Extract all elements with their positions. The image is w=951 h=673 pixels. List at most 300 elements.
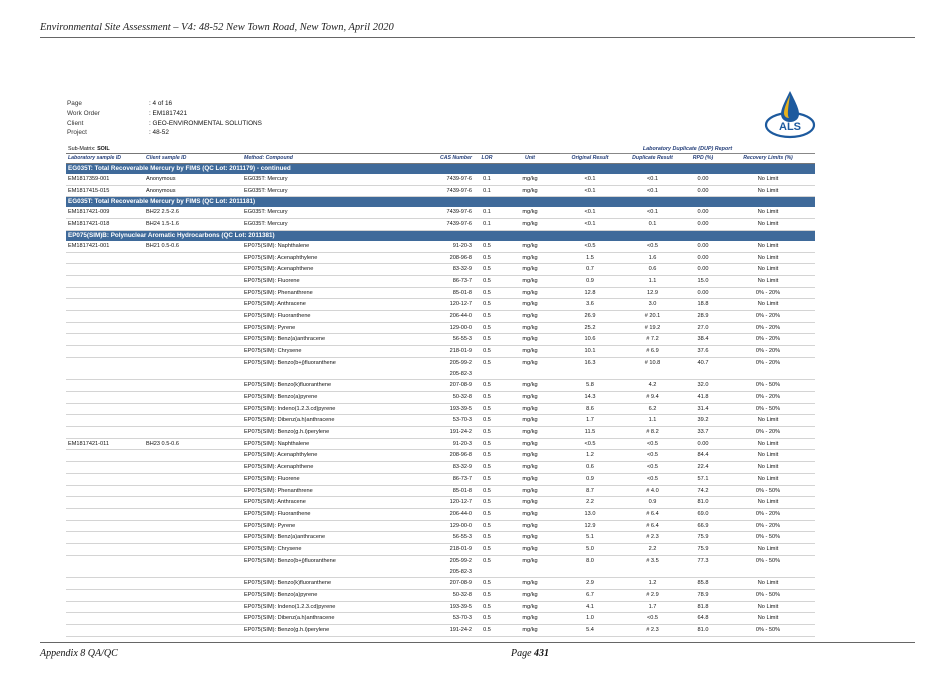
- rpd-cell: 38.4: [685, 334, 721, 346]
- table-row: [66, 578, 815, 590]
- compound-cell: EP075(SIM): Dibenz(a.h)anthracene: [242, 415, 344, 427]
- unit-cell: mg/kg: [500, 589, 560, 601]
- meta-value: : GEO-ENVIRONMENTAL SOLUTIONS: [149, 119, 262, 127]
- table-row: [66, 346, 815, 358]
- column-header: Unit: [500, 154, 560, 164]
- rpd-cell: 0.00: [685, 438, 721, 450]
- compound-cell: EP075(SIM): Acenaphthylene: [242, 252, 344, 264]
- unit-cell: mg/kg: [500, 287, 560, 299]
- lab-sample-id-cell: [66, 450, 144, 462]
- unit-cell: mg/kg: [500, 462, 560, 474]
- section-title: EG035T: Total Recoverable Mercury by FIMS (QC Lot: 2011181): [66, 197, 815, 208]
- cas-number-secondary: 205-82-3: [449, 370, 472, 377]
- lab-sample-id-cell: [66, 462, 144, 474]
- dup-table: [66, 145, 815, 637]
- rpd-cell: 0.00: [685, 207, 721, 218]
- unit-cell: mg/kg: [500, 346, 560, 358]
- original-result-cell: 4.1: [560, 601, 620, 613]
- table-row: [66, 589, 815, 601]
- compound-cell: EP075(SIM): Benzo(b+j)fluoranthene: [242, 555, 344, 577]
- client-sample-id-cell: [144, 544, 242, 556]
- recovery-limit-cell: No Limit: [721, 613, 815, 625]
- client-sample-id-cell: [144, 589, 242, 601]
- rpd-cell: 0.00: [685, 185, 721, 197]
- client-sample-id-cell: [144, 252, 242, 264]
- original-result-cell: 10.6: [560, 334, 620, 346]
- table-row: [66, 555, 815, 577]
- unit-cell: mg/kg: [500, 625, 560, 637]
- client-sample-id-cell: BH22 2.5-2.6: [144, 207, 242, 218]
- table-row: [66, 241, 815, 252]
- lor-cell: 0.5: [474, 415, 500, 427]
- cas-number-cell: 7439-97-6: [344, 185, 474, 197]
- section-header: [66, 230, 815, 241]
- cas-number-cell: 91-20-3: [344, 438, 474, 450]
- lor-cell: 0.5: [474, 485, 500, 497]
- meta-value: : 4 of 16: [149, 100, 173, 107]
- cas-number-cell: 208-96-8: [344, 450, 474, 462]
- lab-sample-id-cell: [66, 391, 144, 403]
- duplicate-result-cell: # 19.2: [620, 322, 685, 334]
- original-result-cell: 0.7: [560, 264, 620, 276]
- cas-number-cell: 91-20-3: [344, 241, 474, 252]
- original-result-cell: <0.1: [560, 219, 620, 231]
- lab-sample-id-cell: [66, 427, 144, 439]
- lab-sample-id-cell: [66, 403, 144, 415]
- lab-sample-id-cell: [66, 625, 144, 637]
- compound-cell: EP075(SIM): Acenaphthene: [242, 462, 344, 474]
- unit-cell: mg/kg: [500, 219, 560, 231]
- cas-number-secondary: 205-82-3: [449, 568, 472, 575]
- rpd-cell: 69.0: [685, 508, 721, 520]
- als-logo: [764, 89, 816, 139]
- recovery-limit-cell: No Limit: [721, 299, 815, 311]
- original-result-cell: 5.8: [560, 380, 620, 392]
- rpd-cell: 28.9: [685, 311, 721, 323]
- lor-cell: 0.1: [474, 174, 500, 185]
- lor-cell: 0.5: [474, 462, 500, 474]
- recovery-limit-cell: No Limit: [721, 415, 815, 427]
- section-title: EG035T: Total Recoverable Mercury by FIMS (QC Lot: 2011179) - continued: [66, 164, 815, 175]
- cas-number-cell: 53-70-3: [344, 613, 474, 625]
- compound-cell: EP075(SIM): Phenanthrene: [242, 287, 344, 299]
- recovery-limit-cell: 0% - 20%: [721, 508, 815, 520]
- rpd-cell: 0.00: [685, 174, 721, 185]
- recovery-limit-cell: 0% - 20%: [721, 334, 815, 346]
- unit-cell: mg/kg: [500, 322, 560, 334]
- lab-sample-id-cell: [66, 508, 144, 520]
- cas-number-cell: 207-08-9: [344, 578, 474, 590]
- client-sample-id-cell: [144, 275, 242, 287]
- compound-cell: EP075(SIM): Dibenz(a.h)anthracene: [242, 613, 344, 625]
- lab-sample-id-cell: [66, 532, 144, 544]
- recovery-limit-cell: No Limit: [721, 174, 815, 185]
- dup-report-title: Laboratory Duplicate (DUP) Report: [560, 145, 815, 154]
- table-row: [66, 497, 815, 509]
- duplicate-result-cell: <0.5: [620, 438, 685, 450]
- unit-cell: mg/kg: [500, 174, 560, 185]
- lor-cell: 0.5: [474, 403, 500, 415]
- compound-cell: EP075(SIM): Fluorene: [242, 275, 344, 287]
- table-row: [66, 473, 815, 485]
- cas-number-cell: 7439-97-6: [344, 219, 474, 231]
- column-header: Laboratory sample ID: [66, 154, 144, 164]
- client-sample-id-cell: Anonymous: [144, 174, 242, 185]
- cas-number-cell: 53-70-3: [344, 415, 474, 427]
- unit-cell: mg/kg: [500, 520, 560, 532]
- recovery-limit-cell: No Limit: [721, 497, 815, 509]
- recovery-limit-cell: 0% - 50%: [721, 555, 815, 577]
- cas-number-cell: [344, 357, 474, 379]
- unit-cell: mg/kg: [500, 601, 560, 613]
- original-result-cell: 13.0: [560, 508, 620, 520]
- duplicate-result-cell: <0.5: [620, 473, 685, 485]
- table-row: [66, 427, 815, 439]
- recovery-limit-cell: 0% - 50%: [721, 532, 815, 544]
- meta-row: [67, 119, 262, 129]
- client-sample-id-cell: [144, 497, 242, 509]
- table-row: [66, 207, 815, 218]
- compound-cell: EP075(SIM): Benzo(g.h.i)perylene: [242, 625, 344, 637]
- lor-cell: 0.5: [474, 427, 500, 439]
- recovery-limit-cell: No Limit: [721, 185, 815, 197]
- compound-cell: EP075(SIM): Anthracene: [242, 299, 344, 311]
- unit-cell: mg/kg: [500, 241, 560, 252]
- rpd-cell: 74.2: [685, 485, 721, 497]
- unit-cell: mg/kg: [500, 532, 560, 544]
- cas-number-cell: 7439-97-6: [344, 174, 474, 185]
- duplicate-result-cell: # 7.2: [620, 334, 685, 346]
- duplicate-result-cell: # 2.9: [620, 589, 685, 601]
- column-header: LOR: [474, 154, 500, 164]
- cas-number-cell: 86-73-7: [344, 275, 474, 287]
- client-sample-id-cell: [144, 264, 242, 276]
- recovery-limit-cell: No Limit: [721, 450, 815, 462]
- client-sample-id-cell: [144, 462, 242, 474]
- cas-number-cell: 129-00-0: [344, 520, 474, 532]
- lor-cell: 0.5: [474, 450, 500, 462]
- original-result-cell: 6.7: [560, 589, 620, 601]
- recovery-limit-cell: 0% - 20%: [721, 427, 815, 439]
- lab-sample-id-cell: [66, 311, 144, 323]
- original-result-cell: <0.1: [560, 207, 620, 218]
- lor-cell: 0.1: [474, 207, 500, 218]
- client-sample-id-cell: [144, 473, 242, 485]
- cas-number-cell: 129-00-0: [344, 322, 474, 334]
- duplicate-result-cell: # 8.2: [620, 427, 685, 439]
- section-header: [66, 164, 815, 175]
- unit-cell: mg/kg: [500, 555, 560, 577]
- lor-cell: 0.5: [474, 391, 500, 403]
- client-sample-id-cell: [144, 508, 242, 520]
- recovery-limit-cell: 0% - 50%: [721, 380, 815, 392]
- unit-cell: mg/kg: [500, 450, 560, 462]
- recovery-limit-cell: 0% - 20%: [721, 311, 815, 323]
- rpd-cell: 0.00: [685, 252, 721, 264]
- client-sample-id-cell: [144, 380, 242, 392]
- duplicate-result-cell: 0.9: [620, 497, 685, 509]
- recovery-limit-cell: No Limit: [721, 219, 815, 231]
- compound-cell: EP075(SIM): Benzo(k)fluoranthene: [242, 578, 344, 590]
- duplicate-result-cell: <0.5: [620, 462, 685, 474]
- table-row: [66, 334, 815, 346]
- original-result-cell: <0.5: [560, 241, 620, 252]
- unit-cell: mg/kg: [500, 415, 560, 427]
- original-result-cell: <0.1: [560, 185, 620, 197]
- rpd-cell: 85.8: [685, 578, 721, 590]
- original-result-cell: 16.3: [560, 357, 620, 379]
- rpd-cell: 75.9: [685, 532, 721, 544]
- table-row: [66, 357, 815, 379]
- recovery-limit-cell: 0% - 50%: [721, 485, 815, 497]
- rpd-cell: 84.4: [685, 450, 721, 462]
- cas-number-cell: 83-32-9: [344, 462, 474, 474]
- lor-cell: 0.5: [474, 497, 500, 509]
- lab-sample-id-cell: [66, 287, 144, 299]
- cas-number-cell: 56-55-3: [344, 532, 474, 544]
- original-result-cell: 5.4: [560, 625, 620, 637]
- duplicate-result-cell: 1.1: [620, 415, 685, 427]
- lab-sample-id-cell: [66, 322, 144, 334]
- compound-cell: EP075(SIM): Pyrene: [242, 520, 344, 532]
- original-result-cell: 12.9: [560, 520, 620, 532]
- duplicate-result-cell: 0.1: [620, 219, 685, 231]
- table-row: [66, 264, 815, 276]
- footer-page: Page 431: [511, 648, 550, 659]
- rpd-cell: 78.9: [685, 589, 721, 601]
- table-row: [66, 287, 815, 299]
- lor-cell: 0.5: [474, 287, 500, 299]
- table-row: [66, 322, 815, 334]
- client-sample-id-cell: [144, 485, 242, 497]
- compound-cell: EG035T: Mercury: [242, 219, 344, 231]
- recovery-limit-cell: No Limit: [721, 241, 815, 252]
- duplicate-result-cell: 1.7: [620, 601, 685, 613]
- lab-sample-id-cell: [66, 613, 144, 625]
- cas-number-cell: 208-96-8: [344, 252, 474, 264]
- duplicate-result-cell: # 6.4: [620, 508, 685, 520]
- lor-cell: 0.5: [474, 438, 500, 450]
- rpd-cell: 77.3: [685, 555, 721, 577]
- meta-value: : 48-52: [149, 129, 169, 137]
- lab-sample-id-cell: EM1817359-001: [66, 174, 144, 185]
- lab-sample-id-cell: EM1817415-015: [66, 185, 144, 197]
- compound-cell: EP075(SIM): Benzo(a)pyrene: [242, 589, 344, 601]
- cas-number-cell: 206-44-0: [344, 508, 474, 520]
- unit-cell: mg/kg: [500, 427, 560, 439]
- recovery-limit-cell: 0% - 20%: [721, 346, 815, 358]
- cas-number-cell: 120-12-7: [344, 497, 474, 509]
- rpd-cell: 15.0: [685, 275, 721, 287]
- duplicate-result-cell: 12.9: [620, 287, 685, 299]
- table-row: [66, 613, 815, 625]
- rpd-cell: 39.2: [685, 415, 721, 427]
- duplicate-result-cell: <0.1: [620, 174, 685, 185]
- original-result-cell: 0.9: [560, 275, 620, 287]
- cas-number-cell: 191-24-2: [344, 427, 474, 439]
- recovery-limit-cell: No Limit: [721, 275, 815, 287]
- original-result-cell: 8.6: [560, 403, 620, 415]
- compound-cell: EP075(SIM): Chrysene: [242, 346, 344, 358]
- recovery-limit-cell: No Limit: [721, 578, 815, 590]
- lor-cell: 0.5: [474, 252, 500, 264]
- lor-cell: 0.5: [474, 334, 500, 346]
- column-header: Recovery Limits (%): [721, 154, 815, 164]
- compound-cell: EG035T: Mercury: [242, 185, 344, 197]
- table-row: [66, 532, 815, 544]
- cas-number-cell: 56-55-3: [344, 334, 474, 346]
- logo-text: ALS: [779, 121, 801, 133]
- cas-number-cell: 120-12-7: [344, 299, 474, 311]
- column-header: Original Result: [560, 154, 620, 164]
- cas-number: 205-99-2: [449, 557, 472, 564]
- recovery-limit-cell: No Limit: [721, 207, 815, 218]
- original-result-cell: 0.9: [560, 473, 620, 485]
- rpd-cell: 75.9: [685, 544, 721, 556]
- duplicate-result-cell: 1.6: [620, 252, 685, 264]
- original-result-cell: 8.0: [560, 555, 620, 577]
- duplicate-result-cell: 4.2: [620, 380, 685, 392]
- client-sample-id-cell: [144, 625, 242, 637]
- rpd-cell: 81.0: [685, 497, 721, 509]
- rpd-cell: 18.8: [685, 299, 721, 311]
- duplicate-result-cell: # 10.8: [620, 357, 685, 379]
- table-row: [66, 219, 815, 231]
- lab-sample-id-cell: [66, 334, 144, 346]
- original-result-cell: 1.0: [560, 613, 620, 625]
- original-result-cell: 2.9: [560, 578, 620, 590]
- compound-cell: EP075(SIM): Fluorene: [242, 473, 344, 485]
- submatrix: Sub-Matrix: SOIL: [66, 145, 560, 154]
- duplicate-result-cell: # 4.0: [620, 485, 685, 497]
- rpd-cell: 32.0: [685, 380, 721, 392]
- unit-cell: mg/kg: [500, 391, 560, 403]
- unit-cell: mg/kg: [500, 207, 560, 218]
- recovery-limit-cell: 0% - 20%: [721, 357, 815, 379]
- client-sample-id-cell: [144, 613, 242, 625]
- rpd-cell: 41.8: [685, 391, 721, 403]
- cas-number-cell: 191-24-2: [344, 625, 474, 637]
- lor-cell: 0.5: [474, 357, 500, 379]
- compound-cell: EP075(SIM): Benz(a)anthracene: [242, 532, 344, 544]
- unit-cell: mg/kg: [500, 380, 560, 392]
- lor-cell: 0.5: [474, 625, 500, 637]
- cas-number-cell: 83-32-9: [344, 264, 474, 276]
- client-sample-id-cell: [144, 391, 242, 403]
- lab-sample-id-cell: [66, 589, 144, 601]
- unit-cell: mg/kg: [500, 275, 560, 287]
- cas-number: 205-99-2: [449, 359, 472, 366]
- client-sample-id-cell: [144, 357, 242, 379]
- cas-number-cell: 193-39-5: [344, 403, 474, 415]
- duplicate-result-cell: # 2.3: [620, 532, 685, 544]
- client-sample-id-cell: Anonymous: [144, 185, 242, 197]
- column-header: RPD (%): [685, 154, 721, 164]
- compound-cell: EP075(SIM): Fluoranthene: [242, 508, 344, 520]
- client-sample-id-cell: [144, 427, 242, 439]
- unit-cell: mg/kg: [500, 508, 560, 520]
- lab-sample-id-cell: EM1817421-001: [66, 241, 144, 252]
- original-result-cell: 1.5: [560, 252, 620, 264]
- lab-sample-id-cell: EM1817421-009: [66, 207, 144, 218]
- lor-cell: 0.5: [474, 544, 500, 556]
- recovery-limit-cell: No Limit: [721, 544, 815, 556]
- original-result-cell: 8.7: [560, 485, 620, 497]
- table-row: [66, 601, 815, 613]
- meta-label: Work Order: [67, 109, 100, 117]
- compound-cell: EG035T: Mercury: [242, 207, 344, 218]
- recovery-limit-cell: 0% - 20%: [721, 520, 815, 532]
- lor-cell: 0.5: [474, 601, 500, 613]
- rpd-cell: 57.1: [685, 473, 721, 485]
- unit-cell: mg/kg: [500, 544, 560, 556]
- cas-number-cell: 85-01-8: [344, 287, 474, 299]
- section-title: EP075(SIM)B: Polynuclear Aromatic Hydrocarbons (QC Lot: 2011381): [66, 230, 815, 241]
- client-sample-id-cell: BH23 0.5-0.6: [144, 438, 242, 450]
- duplicate-result-cell: # 2.3: [620, 625, 685, 637]
- client-sample-id-cell: [144, 601, 242, 613]
- recovery-limit-cell: No Limit: [721, 264, 815, 276]
- lab-sample-id-cell: [66, 357, 144, 379]
- table-row: [66, 275, 815, 287]
- duplicate-result-cell: 1.2: [620, 578, 685, 590]
- original-result-cell: 14.3: [560, 391, 620, 403]
- original-result-cell: 1.7: [560, 415, 620, 427]
- compound-cell: EP075(SIM): Indeno(1.2.3.cd)pyrene: [242, 403, 344, 415]
- rpd-cell: 81.0: [685, 625, 721, 637]
- original-result-cell: 3.6: [560, 299, 620, 311]
- lab-sample-id-cell: [66, 601, 144, 613]
- recovery-limit-cell: 0% - 50%: [721, 625, 815, 637]
- lor-cell: 0.5: [474, 380, 500, 392]
- duplicate-result-cell: 0.6: [620, 264, 685, 276]
- recovery-limit-cell: No Limit: [721, 462, 815, 474]
- header-divider: [40, 37, 915, 38]
- cas-number-cell: 85-01-8: [344, 485, 474, 497]
- client-sample-id-cell: [144, 322, 242, 334]
- client-sample-id-cell: BH21 0.5-0.6: [144, 241, 242, 252]
- lor-cell: 0.5: [474, 322, 500, 334]
- table-row: [66, 544, 815, 556]
- recovery-limit-cell: No Limit: [721, 438, 815, 450]
- client-sample-id-cell: BH24 1.5-1.6: [144, 219, 242, 231]
- lab-sample-id-cell: [66, 252, 144, 264]
- recovery-limit-cell: 0% - 20%: [721, 391, 815, 403]
- lor-cell: 0.5: [474, 508, 500, 520]
- lor-cell: 0.5: [474, 241, 500, 252]
- compound-cell: EP075(SIM): Naphthalene: [242, 241, 344, 252]
- rpd-cell: 66.9: [685, 520, 721, 532]
- original-result-cell: 10.1: [560, 346, 620, 358]
- duplicate-result-cell: # 3.5: [620, 555, 685, 577]
- unit-cell: mg/kg: [500, 264, 560, 276]
- table-row: [66, 174, 815, 185]
- duplicate-result-cell: # 6.9: [620, 346, 685, 358]
- compound-cell: EP075(SIM): Indeno(1.2.3.cd)pyrene: [242, 601, 344, 613]
- report-meta: [67, 99, 262, 138]
- cas-number-cell: 50-32-8: [344, 391, 474, 403]
- recovery-limit-cell: No Limit: [721, 252, 815, 264]
- client-sample-id-cell: [144, 532, 242, 544]
- duplicate-result-cell: <0.5: [620, 613, 685, 625]
- original-result-cell: 2.2: [560, 497, 620, 509]
- client-sample-id-cell: [144, 555, 242, 577]
- lor-cell: 0.5: [474, 346, 500, 358]
- meta-row: [67, 99, 262, 109]
- recovery-limit-cell: 0% - 50%: [721, 403, 815, 415]
- client-sample-id-cell: [144, 415, 242, 427]
- table-row: [66, 311, 815, 323]
